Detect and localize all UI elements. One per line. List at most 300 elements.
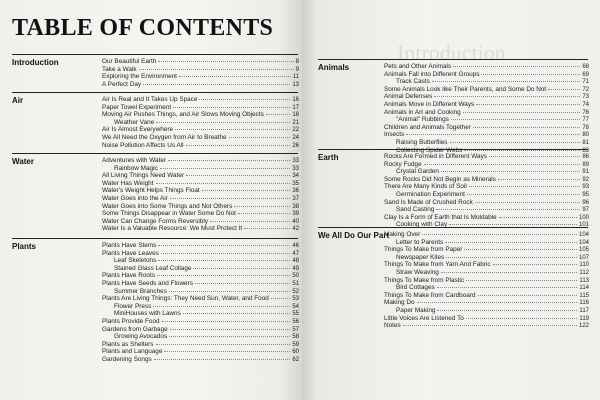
dot-leader <box>493 264 578 265</box>
toc-entry-page-number: 122 <box>578 323 589 330</box>
toc-entry-page-number: 76 <box>582 109 589 116</box>
toc-entry-page-number: 37 <box>292 195 299 202</box>
dot-leader <box>156 122 290 123</box>
toc-entry-page-number: 46 <box>292 243 299 249</box>
dot-leader <box>422 234 577 235</box>
section-divider <box>318 59 588 60</box>
dot-leader <box>193 268 290 269</box>
toc-entry-page-number: 74 <box>582 101 589 108</box>
dot-leader <box>445 242 577 243</box>
toc-entry-page-number: 116 <box>579 300 589 307</box>
toc-entry-title: Water Can Change Forms Reversibly <box>102 217 208 225</box>
toc-entry-title: Raising Butterflies <box>396 138 448 146</box>
toc-entry-page-number: 71 <box>582 79 589 86</box>
toc-entry-title: Some Animals Look like Their Parents, and Some Do Not <box>384 85 547 93</box>
toc-entry <box>102 104 299 112</box>
dot-leader <box>271 298 290 299</box>
toc-entry-title: Rocks Are Formed in Different Ways <box>384 153 487 160</box>
dot-leader <box>210 221 290 222</box>
toc-entry-title: Water Goes into the Air <box>102 194 168 202</box>
dot-leader <box>417 302 578 303</box>
toc-entry-title: Pets and Other Animals <box>384 63 452 70</box>
toc-entry <box>102 341 299 349</box>
dot-leader <box>199 99 290 100</box>
toc-entry-title: Things To Make from Yarn And Fabric <box>384 261 491 269</box>
toc-entry <box>384 254 589 262</box>
section-heading: Introduction <box>12 58 59 67</box>
dot-leader <box>424 164 581 165</box>
toc-entry-title: Plants Provide Food <box>102 317 160 325</box>
toc-entry <box>102 210 299 218</box>
toc-entry <box>102 203 299 211</box>
dot-leader <box>238 213 290 214</box>
toc-entry-page-number: 117 <box>579 307 589 314</box>
toc-entry <box>384 101 589 109</box>
toc-entry-page-number: 68 <box>582 64 589 70</box>
toc-entry-page-number: 48 <box>292 258 299 265</box>
toc-entry-page-number: 18 <box>292 112 299 119</box>
toc-entry-title: Notes <box>384 322 401 330</box>
toc-entry-title: Letter to Parents <box>396 238 444 246</box>
dot-leader <box>158 61 293 62</box>
toc-entry-title: Animals in Art and Cooking <box>384 108 461 116</box>
toc-entry-title: All Living Things Need Water <box>102 172 185 180</box>
toc-entry-page-number: 9 <box>295 66 299 73</box>
toc-entry-page-number: 39 <box>292 211 299 218</box>
dot-leader <box>450 142 581 143</box>
toc-entry <box>102 250 299 258</box>
toc-entry-page-number: 50 <box>292 273 299 280</box>
dot-leader <box>175 129 290 130</box>
toc-entry-page-number: 33 <box>292 158 299 164</box>
toc-entry-page-number: 69 <box>582 71 589 78</box>
dot-leader <box>244 228 290 229</box>
toc-entry-title: Paper Making <box>396 306 436 314</box>
toc-entry-title: Leaf Skeletons <box>114 257 157 265</box>
toc-entry-page-number: 24 <box>292 134 299 141</box>
toc-entry-page-number: 54 <box>292 303 299 310</box>
toc-entry <box>384 261 589 269</box>
toc-entry <box>384 139 589 147</box>
dot-leader <box>489 156 580 157</box>
toc-entry <box>384 71 589 79</box>
toc-entry-page-number: 115 <box>579 292 589 299</box>
toc-entry-title: Things To Make from Plastic <box>384 276 465 284</box>
toc-entry-title: Animal Defenses <box>384 93 433 101</box>
dot-leader <box>463 112 581 113</box>
dot-leader <box>478 295 578 296</box>
dot-leader <box>403 325 577 326</box>
toc-entry <box>102 165 299 173</box>
toc-entry <box>102 180 299 188</box>
section-entries <box>102 96 299 149</box>
toc-entry-title: Air Is Almost Everywhere <box>102 126 174 134</box>
toc-entry <box>384 284 589 292</box>
dot-leader <box>266 114 290 115</box>
dot-leader <box>170 329 291 330</box>
toc-entry-title: Moving Air Pushes Things, and Air Slows Moving Objects <box>102 111 264 119</box>
toc-entry <box>102 280 299 288</box>
dot-leader <box>160 168 291 169</box>
toc-entry-page-number: 53 <box>292 296 299 303</box>
toc-entry-title: Plants as Shelters <box>102 340 154 348</box>
watermark-heading: Introduction <box>397 40 506 65</box>
section-divider <box>12 92 298 93</box>
toc-entry-page-number: 26 <box>292 142 299 149</box>
toc-entry-title: Paper Towel Experiment <box>102 103 172 111</box>
toc-entry-title: There Are Many Kinds of Soil <box>384 183 467 191</box>
toc-entry-title: Making Do <box>384 299 415 307</box>
toc-entry-title: Water Has Weight <box>102 179 154 187</box>
section-heading: Air <box>12 96 24 105</box>
toc-entry <box>384 231 589 239</box>
dot-leader <box>453 66 580 67</box>
dot-leader <box>451 119 580 120</box>
section-divider <box>318 149 588 150</box>
toc-entry-page-number: 96 <box>582 199 589 206</box>
toc-entry-title: Flower Press <box>114 302 152 310</box>
dot-leader <box>169 291 290 292</box>
toc-entry <box>384 315 589 323</box>
toc-entry-page-number: 11 <box>292 74 299 81</box>
toc-entry-page-number: 104 <box>578 232 589 238</box>
dot-leader <box>467 194 580 195</box>
toc-entry <box>384 86 589 94</box>
toc-entry-page-number: 101 <box>578 222 589 229</box>
dot-leader <box>169 336 290 337</box>
dot-leader <box>432 81 580 82</box>
toc-entry-page-number: 95 <box>582 191 589 198</box>
toc-entry <box>384 168 589 176</box>
toc-entry <box>384 109 589 117</box>
toc-entry-title: Adventures with Water <box>102 157 167 164</box>
dot-leader <box>158 260 290 261</box>
dot-leader <box>466 280 577 281</box>
dot-leader <box>466 318 578 319</box>
toc-entry-title: Water Goes into Some Things and Not Others <box>102 202 233 210</box>
dot-leader <box>156 344 291 345</box>
toc-entry <box>384 161 589 169</box>
toc-entry-page-number: 78 <box>582 124 589 131</box>
dot-leader <box>179 76 291 77</box>
toc-entry-title: Plants Have Seeds and Flowers <box>102 279 193 287</box>
toc-entry-page-number: 58 <box>292 334 299 341</box>
toc-entry <box>102 172 299 180</box>
dot-leader <box>143 84 290 85</box>
toc-entry-title: Noise Pollution Affects Us All <box>102 141 184 149</box>
toc-entry-title: Plants Are Living Things: They Need Sun, Water, and Food <box>102 295 269 303</box>
section-entries <box>102 58 299 88</box>
toc-entry-page-number: 22 <box>292 127 299 134</box>
section-heading: We All Do Our Part <box>318 231 390 240</box>
toc-entry <box>102 119 299 127</box>
toc-entry-page-number: 105 <box>578 247 589 254</box>
toc-entry <box>102 272 299 280</box>
dot-leader <box>475 202 581 203</box>
toc-entry <box>102 218 299 226</box>
toc-entry-title: Germination Experiment <box>396 190 465 198</box>
toc-entry <box>102 257 299 265</box>
toc-entry-page-number: 34 <box>292 173 299 180</box>
toc-entry-title: Stained Glass Leaf Collage <box>114 264 192 272</box>
toc-entry-title: Some Things Disappear in Water Some Do Not <box>102 210 236 218</box>
toc-entry-title: Plants and Language <box>102 348 163 356</box>
dot-leader <box>436 209 580 210</box>
section-entries <box>384 153 589 229</box>
dot-leader <box>498 179 580 180</box>
dot-leader <box>161 253 290 254</box>
toc-entry-page-number: 104 <box>578 239 589 246</box>
toc-entry <box>102 142 299 150</box>
toc-entry-title: MiniHouses with Lawns <box>114 310 181 318</box>
toc-entry-title: Track Casts <box>396 78 430 86</box>
dot-leader <box>154 359 291 360</box>
dot-leader <box>441 272 578 273</box>
toc-entry-title: Gardens from Garbage <box>102 325 168 333</box>
toc-entry <box>102 326 299 334</box>
toc-entry <box>102 134 299 142</box>
toc-entry-page-number: 100 <box>578 214 589 221</box>
toc-entry <box>384 246 589 254</box>
dot-leader <box>434 96 580 97</box>
toc-entry <box>102 242 299 250</box>
toc-entry <box>102 126 299 134</box>
toc-entry-title: Crystal Garden <box>396 168 439 176</box>
toc-entry-page-number: 47 <box>292 250 299 257</box>
toc-entry-page-number: 52 <box>292 288 299 295</box>
toc-entry-page-number: 35 <box>292 180 299 187</box>
section-entries <box>102 157 299 233</box>
dot-leader <box>446 257 577 258</box>
toc-entry <box>102 58 299 66</box>
dot-leader <box>164 351 290 352</box>
toc-entry-title: Animals Move in Different Ways <box>384 100 475 108</box>
toc-entry-title: Our Beautiful Earth <box>102 58 157 65</box>
toc-entry-page-number: 62 <box>292 356 299 363</box>
section-divider <box>12 238 298 239</box>
toc-entry-title: Collecting Spider Webs <box>396 146 463 154</box>
toc-entry-page-number: 114 <box>579 285 589 292</box>
toc-entry-title: Children and Animals Together <box>384 123 471 131</box>
toc-entry <box>384 131 589 139</box>
toc-entry-title: We All Need the Oxygen from Air to Breathe <box>102 133 227 141</box>
toc-entry-page-number: 51 <box>292 280 299 287</box>
section-heading: Earth <box>318 153 339 162</box>
toc-entry <box>384 206 589 214</box>
toc-entry-title: Insects <box>384 131 405 139</box>
dot-leader <box>139 69 294 70</box>
toc-entry-page-number: 8 <box>295 59 299 65</box>
dot-leader <box>441 171 580 172</box>
toc-entry <box>102 303 299 311</box>
toc-entry-title: Plants Have Roots <box>102 272 155 280</box>
toc-entry-page-number: 33 <box>292 165 299 172</box>
dot-leader <box>186 175 290 176</box>
toc-entry-page-number: 38 <box>292 203 299 210</box>
toc-entry <box>102 288 299 296</box>
toc-entry <box>384 191 589 199</box>
toc-entry-page-number: 81 <box>582 139 589 146</box>
section-divider <box>12 54 298 55</box>
toc-entry <box>102 111 299 119</box>
dot-leader <box>499 217 577 218</box>
toc-entry <box>102 333 299 341</box>
toc-entry <box>102 356 299 364</box>
toc-entry-page-number: 49 <box>292 265 299 272</box>
toc-entry-title: Plants Have Stems <box>102 242 157 249</box>
toc-entry <box>384 153 589 161</box>
toc-entry <box>384 239 589 247</box>
section-heading: Plants <box>12 242 37 251</box>
toc-entry-page-number: 17 <box>292 104 299 111</box>
dot-leader <box>449 224 577 225</box>
dot-leader <box>157 275 290 276</box>
toc-entry <box>102 318 299 326</box>
dot-leader <box>406 134 580 135</box>
toc-entry-page-number: 80 <box>582 132 589 139</box>
toc-entry-title: Weather Vane <box>114 118 155 126</box>
toc-entry-title: Water Is a Valuable Resource: We Must Protect It <box>102 225 243 233</box>
toc-entry <box>102 81 299 89</box>
toc-entry-title: Plants Have Leaves <box>102 249 159 257</box>
toc-entry-page-number: 36 <box>292 188 299 195</box>
toc-entry <box>102 157 299 165</box>
dot-leader <box>437 310 577 311</box>
dot-leader <box>437 287 578 288</box>
toc-entry-title: Newspaper Kites <box>396 253 445 261</box>
toc-entry-title: Summer Branches <box>114 287 167 295</box>
toc-entry-page-number: 112 <box>579 269 589 276</box>
dot-leader <box>464 249 577 250</box>
toc-entry-page-number: 72 <box>582 86 589 93</box>
toc-entry-title: Rainbow Magic <box>114 164 158 172</box>
toc-entry <box>102 295 299 303</box>
toc-entry-title: Straw Weaving <box>396 268 439 276</box>
toc-entry-title: Water's Weight Helps Things Float <box>102 187 200 195</box>
toc-entry-title: A Perfect Day <box>102 80 142 88</box>
dot-leader <box>469 186 581 187</box>
dot-leader <box>476 104 580 105</box>
toc-entry-title: Things To Make from Cardboard <box>384 291 476 299</box>
toc-entry-title: Take a Walk <box>102 65 137 73</box>
right-page <box>302 0 600 400</box>
toc-entry-page-number: 16 <box>292 97 299 103</box>
toc-entry <box>102 195 299 203</box>
toc-entry-page-number: 21 <box>292 119 299 126</box>
dot-leader <box>183 313 291 314</box>
toc-entry-page-number: 91 <box>582 169 589 176</box>
dot-leader <box>234 206 290 207</box>
toc-entry-title: Cooking with Clay <box>396 221 448 229</box>
toc-entry-page-number: 97 <box>582 207 589 214</box>
toc-entry <box>102 187 299 195</box>
toc-entry-page-number: 119 <box>579 315 589 322</box>
toc-entry <box>384 124 589 132</box>
toc-entry-title: Air Is Real and It Takes Up Space <box>102 96 198 103</box>
toc-entry-title: Sand Casting <box>396 206 435 214</box>
dot-leader <box>186 145 291 146</box>
toc-entry-page-number: 113 <box>579 277 589 284</box>
toc-entry <box>384 93 589 101</box>
dot-leader <box>158 245 290 246</box>
toc-entry <box>384 78 589 86</box>
section-divider <box>12 153 298 154</box>
toc-entry-page-number: 89 <box>582 161 589 168</box>
toc-entry <box>384 269 589 277</box>
toc-entry-title: "Animal" Rubbings <box>396 116 449 124</box>
toc-entry <box>102 96 299 104</box>
toc-entry <box>384 322 589 330</box>
toc-entry <box>384 299 589 307</box>
toc-entry-title: Bird Cottages <box>396 284 435 292</box>
toc-entry <box>384 199 589 207</box>
toc-entry-page-number: 92 <box>582 176 589 183</box>
toc-entry-title: Animals Fall into Different Groups <box>384 70 480 78</box>
toc-entry-page-number: 56 <box>292 318 299 325</box>
toc-entry <box>102 348 299 356</box>
dot-leader <box>202 190 291 191</box>
dot-leader <box>229 137 291 138</box>
toc-entry <box>102 73 299 81</box>
toc-entry-page-number: 40 <box>292 218 299 225</box>
toc-entry <box>384 183 589 191</box>
toc-entry-page-number: 93 <box>582 184 589 191</box>
toc-entry-title: Exploring the Environment <box>102 73 177 81</box>
toc-entry <box>384 176 589 184</box>
toc-entry <box>102 66 299 74</box>
dot-leader <box>173 107 290 108</box>
toc-entry-page-number: 77 <box>582 117 589 124</box>
dot-leader <box>481 74 580 75</box>
toc-entry-page-number: 60 <box>292 349 299 356</box>
toc-entry-title: Some Rocks Did Not Begin as Minerals <box>384 175 496 183</box>
toc-entry-title: Rocky Fudge <box>384 160 422 168</box>
toc-entry <box>384 307 589 315</box>
dot-leader <box>195 283 290 284</box>
toc-entry-title: Clay Is a Form of Earth that Is Moldable <box>384 213 497 221</box>
dot-leader <box>170 198 290 199</box>
toc-entry-page-number: 73 <box>582 94 589 101</box>
section-divider <box>318 227 588 228</box>
dot-leader <box>473 127 580 128</box>
section-entries <box>384 231 589 330</box>
toc-entry-title: Growing Avocados <box>114 333 168 341</box>
toc-entry-page-number: 86 <box>582 154 589 160</box>
dot-leader <box>548 89 580 90</box>
section-entries <box>102 242 299 364</box>
toc-entry-page-number: 59 <box>292 341 299 348</box>
toc-entry <box>384 116 589 124</box>
section-entries <box>384 63 589 154</box>
toc-entry-page-number: 110 <box>579 262 589 269</box>
toc-entry-page-number: 55 <box>292 311 299 318</box>
dot-leader <box>156 183 291 184</box>
toc-entry <box>384 63 589 71</box>
toc-entry-page-number: 42 <box>292 226 299 233</box>
toc-entry <box>384 292 589 300</box>
toc-entry <box>384 214 589 222</box>
toc-entry <box>102 265 299 273</box>
toc-entry-title: Things To Make from Paper <box>384 246 463 254</box>
dot-leader <box>153 306 290 307</box>
toc-entry-title: Sand Is Made of Crushed Rock <box>384 198 473 206</box>
dot-leader <box>168 160 290 161</box>
toc-entry-page-number: 107 <box>578 254 589 261</box>
toc-entry <box>102 225 299 233</box>
toc-entry-page-number: 83 <box>582 147 589 154</box>
toc-entry <box>102 310 299 318</box>
toc-entry-title: Gardening Songs <box>102 355 152 363</box>
